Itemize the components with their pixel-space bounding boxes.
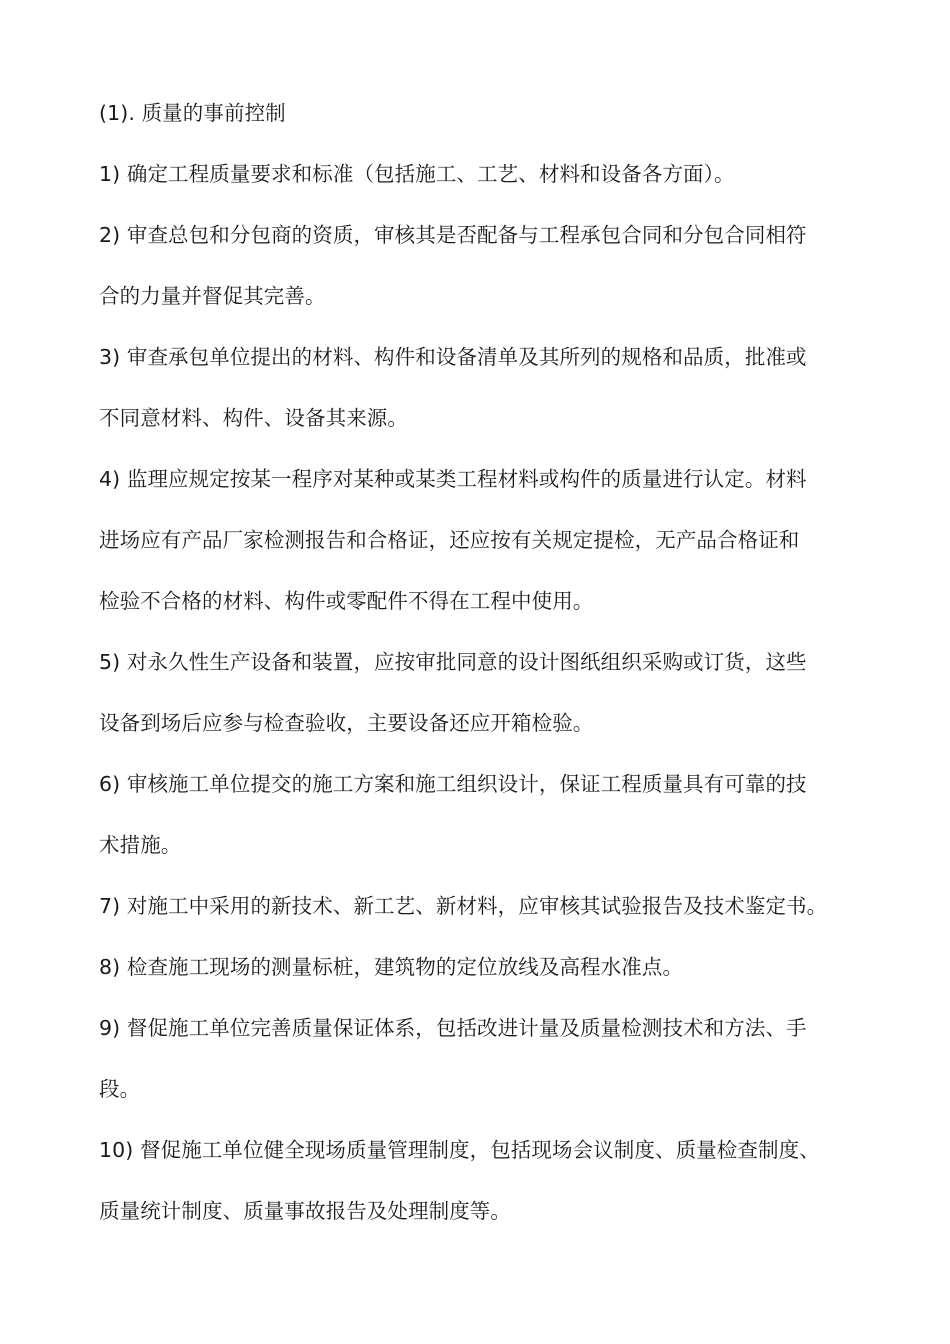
item-2-line-2: 合的力量并督促其完善。 [99, 284, 326, 308]
document-page [99, 83, 869, 1242]
item-10-line-2: 质量统计制度、质量事故报告及处理制度等。 [99, 1199, 511, 1223]
item-9-line-2: 段。 [99, 1077, 141, 1101]
item-4-line-2: 进场应有产品厂家检测报告和合格证，还应按有关规定提检，无产品合格证和 [99, 528, 800, 552]
item-6-line-1: 6) 审核施工单位提交的施工方案和施工组织设计，保证工程质量具有可靠的技 [99, 772, 807, 796]
item-6-line-2: 术措施。 [99, 833, 182, 857]
item-1-line-1: 1) 确定工程质量要求和标准（包括施工、工艺、材料和设备各方面）。 [99, 162, 735, 186]
item-8-line-1: 8) 检查施工现场的测量标桩，建筑物的定位放线及高程水准点。 [99, 955, 684, 979]
item-9-line-1: 9) 督促施工单位完善质量保证体系，包括改进计量及质量检测技术和方法、手 [99, 1016, 807, 1040]
item-4-line-3: 检验不合格的材料、构件或零配件不得在工程中使用。 [99, 589, 594, 613]
item-3-line-1: 3) 审查承包单位提出的材料、构件和设备清单及其所列的规格和品质，批准或 [99, 345, 807, 369]
item-5-line-1: 5) 对永久性生产设备和装置，应按审批同意的设计图纸组织采购或订货，这些 [99, 650, 807, 674]
item-10-line-1: 10) 督促施工单位健全现场质量管理制度，包括现场会议制度、质量检查制度、 [99, 1138, 820, 1162]
item-7-line-1: 7) 对施工中采用的新技术、新工艺、新材料，应审核其试验报告及技术鉴定书。 [99, 894, 828, 918]
section-heading: (1). 质量的事前控制 [99, 101, 286, 125]
item-2-line-1: 2) 审查总包和分包商的资质，审核其是否配备与工程承包合同和分包合同相符 [99, 223, 807, 247]
item-3-line-2: 不同意材料、构件、设备其来源。 [99, 406, 408, 430]
item-4-line-1: 4) 监理应规定按某一程序对某种或某类工程材料或构件的质量进行认定。材料 [99, 467, 807, 491]
item-5-line-2: 设备到场后应参与检查验收，主要设备还应开箱检验。 [99, 711, 594, 735]
